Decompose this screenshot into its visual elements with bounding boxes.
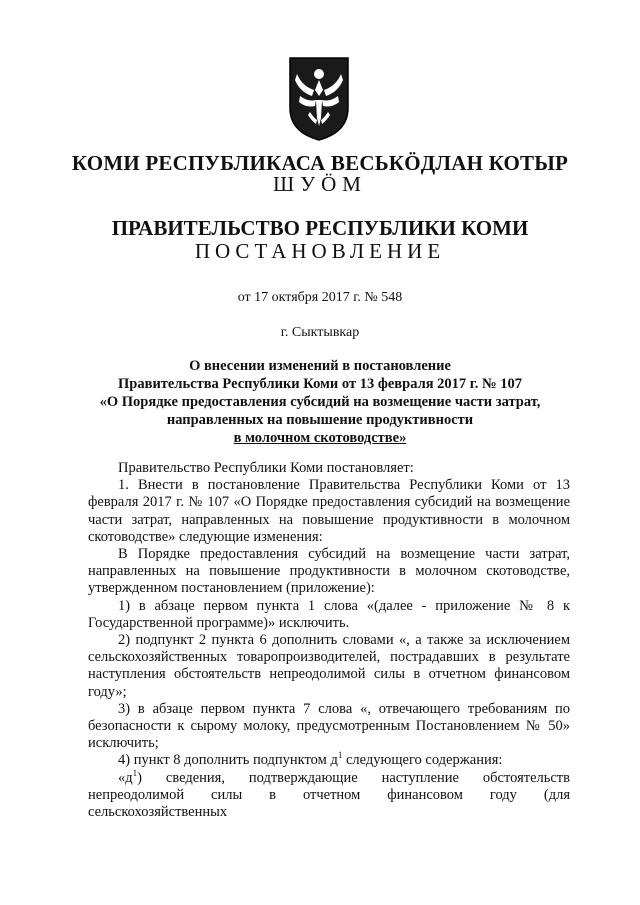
title-line-5: в молочном скотоводстве»	[233, 430, 407, 446]
p6-text-b: следующего содержания:	[342, 752, 503, 769]
p7-text-b: ) сведения, подтверждающие наступление обстоятельств непреодолимой силы в отчетном финансовом году (для сельскохозяйственных	[88, 769, 570, 821]
body-paragraph-7	[88, 767, 570, 822]
komi-coat-of-arms-icon	[288, 56, 350, 142]
government-title: ПРАВИТЕЛЬСТВО РЕСПУБЛИКИ КОМИ	[111, 216, 529, 240]
p7-superscript: 1	[132, 767, 138, 778]
document-body	[88, 460, 570, 821]
p6-text-a: 4) пункт 8 дополнить подпунктом д	[118, 752, 338, 769]
p7-text-a: «д	[118, 769, 133, 786]
body-paragraph-1: 1. Внести в постановление Правительства Республики Коми от 13 февраля 2017 г. № 107 «О Порядке предоставления субсидий на возмещение части затрат, направленных на повышение продуктивности в молочном скотоводстве» следующие изменения:	[88, 477, 570, 545]
decree-city: г. Сыктывкар	[280, 325, 360, 340]
title-line-3: «О Порядке предоставления субсидий на возмещение части затрат,	[99, 394, 541, 410]
decree-date-number: от 17 октября 2017 г. № 548	[237, 290, 403, 305]
body-paragraph-5: 3) в абзаце первом пункта 7 слова «, отвечающего требованиям по безопасности к сырому молоку, предусмотренным Постановлением № 50» исключить;	[88, 700, 570, 752]
body-paragraph-3: 1) в абзаце первом пункта 1 слова «(далее - приложение № 8 к Государственной программе)» исключить.	[88, 597, 570, 631]
komi-government-title: КОМИ РЕСПУБЛИКАСА ВЕСЬКӦДЛАН КОТЫР	[71, 151, 569, 175]
komi-decree-subtitle: ШУӦМ	[273, 172, 367, 196]
title-line-1: О внесении изменений в постановление	[189, 358, 451, 374]
body-paragraph-6	[88, 752, 570, 769]
body-paragraph-4: 2) подпункт 2 пункта 6 дополнить словами «, а также за исключением сельскохозяйственных товаропроизводителей, пострадавших в результате наступления обстоятельств непреодолимой силы в отчетном финансовом году»;	[88, 632, 570, 700]
document-title	[60, 357, 580, 447]
p6-superscript: 1	[337, 750, 343, 761]
decree-subtitle: ПОСТАНОВЛЕНИЕ	[194, 239, 446, 263]
body-paragraph-2: В Порядке предоставления субсидий на возмещение части затрат, направленных на повышение продуктивности в молочном скотоводстве, утвержденном постановлением (приложение):	[88, 546, 570, 597]
title-line-2: Правительства Республики Коми от 13 февраля 2017 г. № 107	[118, 376, 522, 392]
title-line-4: направленных на повышение продуктивности	[166, 412, 474, 428]
body-paragraph-intro: Правительство Республики Коми постановляет:	[118, 460, 414, 476]
